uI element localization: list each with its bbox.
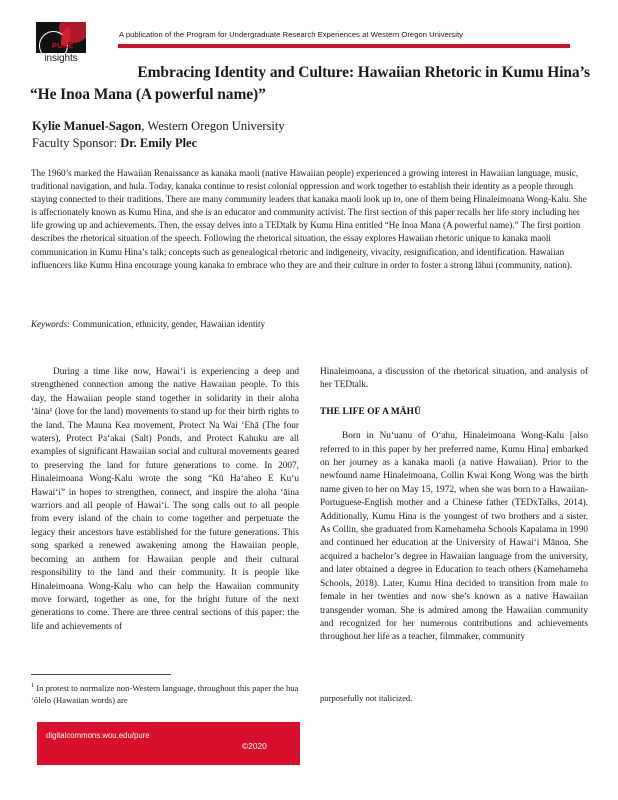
author-affiliation: , Western Oregon University: [141, 119, 285, 133]
keywords-line: [31, 318, 589, 331]
pure-insights-logo: [33, 22, 89, 64]
sponsor-label: Faculty Sponsor:: [32, 136, 121, 150]
section-heading-life-of-a-mahu: THE LIFE OF A MĀHŪ: [320, 406, 421, 417]
author-block: [32, 118, 592, 152]
masthead-tagline: A publication of the Program for Undergraduate Research Experiences at Western Oregon University: [119, 30, 464, 39]
sponsor-line: [32, 135, 592, 152]
footnote-divider: [31, 674, 171, 675]
footnote-marker: 1: [31, 682, 35, 689]
body-column-left: [31, 366, 299, 634]
author-name: Kylie Manuel-Sagon: [32, 119, 142, 133]
footnote-left: [31, 680, 299, 707]
body-column-right: [320, 366, 588, 645]
logo-wordmark-pure: PURE: [52, 41, 74, 50]
right-paragraph-1: Hinaleimoana, a discussion of the rhetorical situation, and analysis of her TEDtalk.: [320, 367, 588, 391]
sponsor-name: Dr. Emily Plec: [120, 136, 198, 150]
footnote-right: purposefully not italicized.: [320, 693, 413, 703]
keywords-values: Communication, ethnicity, gender, Hawaiian identity: [72, 319, 266, 329]
footer-copyright: ©2020: [242, 741, 267, 751]
title-line-2: “He Inoa Mana (A powerful name)”: [30, 86, 266, 103]
footnote-text: In protest to normalize non-Western language, throughout this paper the hua ‘ōlelo (Hawaiian words) are: [31, 682, 299, 706]
footer-url-link[interactable]: digitalcommons.wou.edu/pure: [46, 731, 150, 740]
right-paragraph-2: Born in Nu‘uanu of O‘ahu, Hinaleimoana Wong-Kalu [also referred to in this paper by her preferred name, Kumu Hina] embarked on her journey as a kanaka maoli (a native Hawaiian). Prior to the newfound name Hinaleimoana, Collin Kwai Kong Wong was the birth name given to her on May 15, 1972, when she was born to a Hawaiian-Portuguese-English mother and a Chinese father (TEDxTalks, 2014). Additionally, Kumu Hina is the youngest of two brothers and a sister. As Collin, she graduated from Kamehameha Schools Kapalama in 1990 and continued her education at the University of Hawai‘i Mānoa. She acquired a bachelor’s degree in Hawaiian language from the university, and later obtained a degree in Education to teach others (Kamehameha Schools, 2018). Later, Kumu Hina decided to transition from male to female in her twenties and now she’s known as a native Hawaiian transgender woman. She is admired among the Hawaiian community and recognized for her numerous contributions and achievements throughout her life as a teacher, filmmaker, community: [320, 431, 588, 643]
author-line: [32, 118, 592, 135]
abstract-text: The 1960’s marked the Hawaiian Renaissance as kanaka maoli (native Hawaiian people) experienced a growing interest in Hawaiian language, music, traditional navigation, and hula. Today, kanaka continue to resist colonial oppression and work together to establish their identity as a people through staying connected to their traditions. There are many community leaders that kanaka maoli look up to, one of them being Hinaleimoana Wong-Kalu. She is affectionately known as Kumu Hina, and she is an educator and community activist. The first section of this paper recalls her life story including her life growing up and achievements. Then, the essay delves into a TEDtalk by Kumu Hina entitled “He Inoa Mana (A powerful name).” The first portion describes the rhetorical situation of the speech. Following the rhetorical situation, the essay explores Hawaiian rhetoric unique to kanaka maoli communication in Kumu Hina’s talk; concepts such as genealogical rhetoric and indigeneity, vivacity, resignification, and identification. Hawaiian influencers like Kumu Hina encourage young kanaka to embrace who they are and their culture in order to foster a strong lāhui (community, nation).: [31, 168, 587, 270]
logo-wordmark-insights: insights: [44, 53, 78, 64]
footer-bar: [37, 722, 300, 765]
keywords-label: Keywords:: [31, 319, 71, 329]
title-line-1: Embracing Identity and Culture: Hawaiian Rhetoric in Kumu Hina’s: [137, 64, 590, 81]
masthead-divider: [118, 44, 570, 48]
left-paragraph-1: During a time like now, Hawai‘i is experiencing a deep and strengthened connection among the native Hawaiian people. To this day, the Hawaiian people stand together in solidarity in their aloha ‘āina¹ (love for the land) movements to stand up for their birth rights to the land. The Mauna Kea movement, Protect Na Wai ‘Ehā (The four waters), Protect Pa‘akai (Salt) Ponds, and Protect Kahuku are all examples of significant Hawaiian social and cultural movements geared to preserving the land for future generations to come. In 2007, Hinaleimoana Wong-Kalu wrote the song “Kū Ha‘aheo E Ku‘u Hawai‘i” in hopes to strengthen, connect, and inspire the aloha ‘āina warriors and all people of Hawai‘i. The song calls out to all people from every island of the chain to come together and perpetuate the legacy their ancestors have established for the future generations. This song sparked a renewed awakening among the Hawaiian people, becoming an anthem for Hawaiian people and their cultural responsibility to the land and their community. It is people like Hinaleimoana Wong-Kalu who can help the Hawaiian community move forward, together as one, for the bright future of the next generations to come. There are three central sections of this paper: the life and achievements of: [31, 367, 299, 632]
page-title: [30, 62, 590, 106]
